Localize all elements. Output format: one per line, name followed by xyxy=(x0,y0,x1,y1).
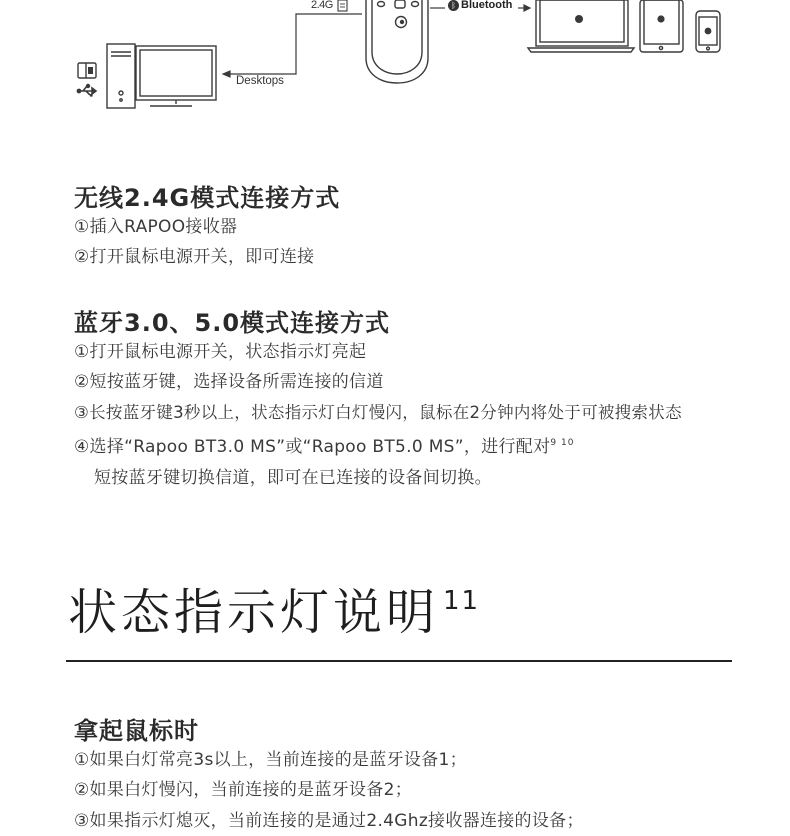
section-24g xyxy=(74,183,774,273)
section-bluetooth-step-3: ③长按蓝牙键3秒以上，状态指示灯白灯慢闪，鼠标在2分钟内将处于可被搜索状态 xyxy=(74,398,774,429)
section-24g-step-2: ②打开鼠标电源开关，即可连接 xyxy=(74,242,774,273)
section-bluetooth-step-4-text: ④选择“Rapoo BT3.0 MS”或“Rapoo BT5.0 MS”，进行配对 xyxy=(74,437,550,457)
usb-receiver-icon xyxy=(78,63,96,78)
section-pickup xyxy=(74,716,774,836)
section-bluetooth-step-2: ②短按蓝牙键，选择设备所需连接的信道 xyxy=(74,367,774,398)
section-bluetooth-note: 短按蓝牙键切换信道，即可在已连接的设备间切换。 xyxy=(74,463,774,494)
monitor-icon xyxy=(136,46,216,106)
section-bluetooth xyxy=(74,308,774,493)
tablet-icon xyxy=(640,0,683,52)
status-indicator-heading xyxy=(68,574,480,644)
laptop-icon xyxy=(528,0,634,52)
usb-symbol-icon xyxy=(77,85,96,97)
bluetooth-label: Bluetooth xyxy=(461,0,512,11)
receiver-label: 2.4G xyxy=(311,0,333,11)
section-bluetooth-step-4 xyxy=(74,428,774,463)
section-pickup-title: 拿起鼠标时 xyxy=(74,716,774,746)
heading-divider xyxy=(66,660,732,662)
section-bluetooth-step-1: ①打开鼠标电源开关，状态指示灯亮起 xyxy=(74,338,774,367)
bluetooth-label-group xyxy=(448,0,512,12)
connection-diagram xyxy=(0,0,790,130)
section-pickup-step-1: ①如果白灯常亮3s以上，当前连接的是蓝牙设备1； xyxy=(74,746,774,775)
phone-icon xyxy=(696,11,720,52)
section-24g-title: 无线2.4G模式连接方式 xyxy=(74,183,774,213)
desktop-connector-line xyxy=(223,14,362,77)
bluetooth-icon: ᛒ xyxy=(448,0,459,11)
desktop-tower-icon xyxy=(107,44,135,108)
desktops-label: Desktops xyxy=(236,75,284,87)
section-bluetooth-step-4-footnote: 9 10 xyxy=(550,438,574,448)
section-bluetooth-title: 蓝牙3.0、5.0模式连接方式 xyxy=(74,308,774,338)
mouse-illustration xyxy=(366,0,428,83)
status-indicator-heading-footnote: 11 xyxy=(443,586,480,616)
status-indicator-heading-text: 状态指示灯说明 xyxy=(68,584,439,641)
section-24g-step-1: ①插入RAPOO接收器 xyxy=(74,213,774,242)
section-pickup-step-3: ③如果指示灯熄灭，当前连接的是通过2.4Ghz接收器连接的设备； xyxy=(74,806,774,836)
section-pickup-step-2: ②如果白灯慢闪，当前连接的是蓝牙设备2； xyxy=(74,775,774,806)
